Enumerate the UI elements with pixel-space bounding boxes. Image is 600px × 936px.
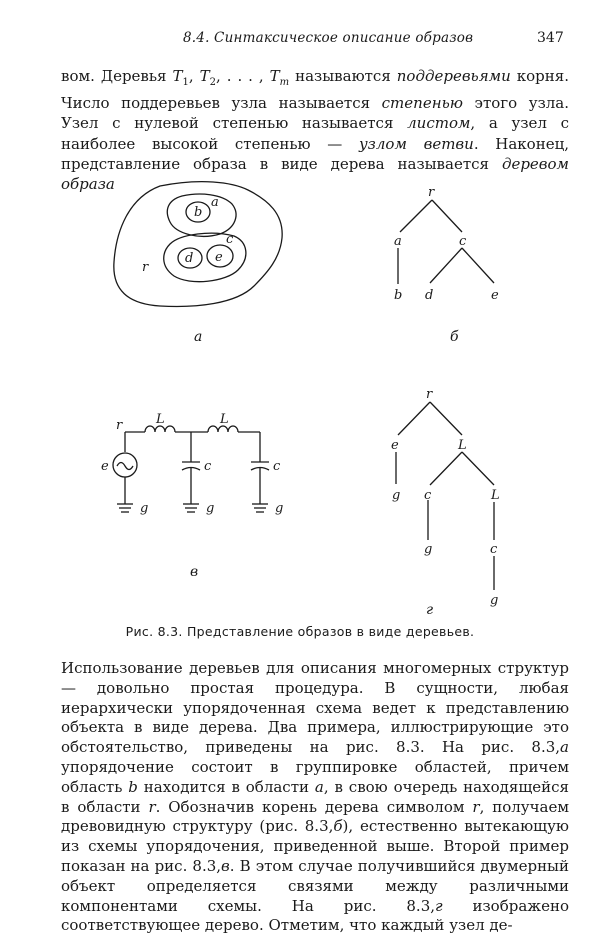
subfigure-label-a: а xyxy=(194,329,203,345)
region-label: b xyxy=(194,205,203,220)
subfigure-label-b: б xyxy=(450,329,459,345)
tree-node: b xyxy=(394,288,403,303)
subfigure-label-g: г xyxy=(426,602,434,618)
circuit-label: e xyxy=(101,459,109,474)
circuit-label: r xyxy=(116,418,123,433)
tree-node: r xyxy=(426,387,433,402)
region-label: c xyxy=(226,232,234,247)
region-label: d xyxy=(185,251,194,266)
tree-node: a xyxy=(394,234,402,249)
circuit-label: g xyxy=(275,501,284,516)
figure-8-3 xyxy=(0,170,600,620)
region-label: r xyxy=(142,260,149,275)
paragraph-main: Использование деревьев для описания многомерных структур — довольно простая процедура. В сущности, любая иерархически упорядоченная схема ведет к представлению объекта в виде дерева. Два примера, иллюстрирующие это обстоятельство, приведены на рис. 8.3. На рис. 8.3,a упорядочение состоит в группировке областей, причем область b находится в области a, в свою очередь находящейся в области r. Обозначив корень дерева символом r, получаем древовидную структуру (рис. 8.3,б), естественно вытекающую из схемы упорядочения, приведенной выше. Второй пример показан на рис. 8.3,в. В этом случае получившийся двумерный объект определяется связями между различными компонентами схемы. На рис. 8.3,г изображено соответствующее дерево. Отметим, что каждый узел де- xyxy=(61,659,570,935)
tree-node: c xyxy=(424,488,432,503)
figure-caption: Рис. 8.3. Представление образов в виде деревьев. xyxy=(125,624,475,639)
paragraph-intro: вом. Деревья $T_1$, $T_2$, . . . , $T_m$ называются поддеревьями корня. Число поддеревьев узла называется степенью этого узла. Узел с нулевой степенью называется листом, а узел с наиболее высокой степенью — узлом ветви. Наконец, представление образа в виде дерева называется деревом образа xyxy=(61,67,569,194)
tree-node: L xyxy=(491,488,500,503)
tree-node: c xyxy=(490,542,498,557)
region-r-outline xyxy=(114,182,282,307)
circuit-label: g xyxy=(206,501,215,516)
circuit-label: g xyxy=(140,501,149,516)
tree-node: L xyxy=(458,438,467,453)
circuit-label: L xyxy=(156,412,165,427)
circuit-label: c xyxy=(204,459,212,474)
circuit-label: c xyxy=(273,459,281,474)
tree-node: g xyxy=(490,593,499,608)
circuit-label: L xyxy=(220,412,229,427)
tree-node: d xyxy=(425,288,434,303)
tree-node: r xyxy=(428,185,435,200)
tree-node: g xyxy=(392,488,401,503)
running-header xyxy=(0,30,600,50)
region-label: a xyxy=(211,195,219,210)
tree-node: e xyxy=(391,438,399,453)
tree-node: c xyxy=(459,234,467,249)
region-label: e xyxy=(215,250,223,265)
page-number: 347 xyxy=(537,30,564,46)
subfigure-label-v: в xyxy=(190,564,199,580)
tree-node: e xyxy=(491,288,499,303)
running-title: 8.4. Синтаксическое описание образов xyxy=(183,30,474,46)
tree-node: g xyxy=(424,542,433,557)
